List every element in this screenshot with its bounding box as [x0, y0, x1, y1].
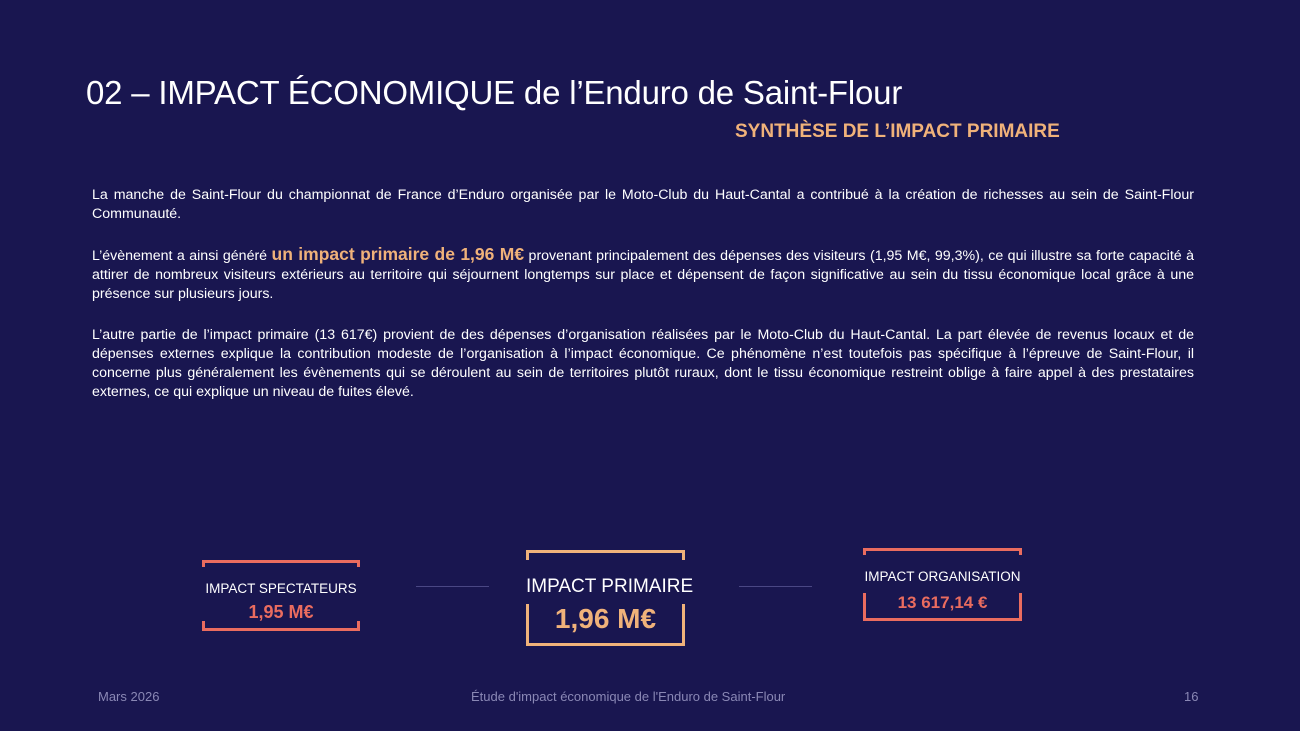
impact-spectateurs-label: IMPACT SPECTATEURS: [205, 581, 357, 596]
impact-primaire-label: IMPACT PRIMAIRE: [526, 576, 694, 597]
footer-document-title: Étude d'impact économique de l'Enduro de Saint-Flour: [471, 689, 786, 704]
connector-line-left: [416, 586, 489, 587]
bracket-top: [863, 548, 1022, 555]
paragraph-impact: [92, 245, 1194, 304]
page-title: 02 – IMPACT ÉCONOMIQUE de l’Enduro de Saint-Flour: [86, 74, 903, 111]
impact-organisation-label: IMPACT ORGANISATION: [864, 569, 1021, 584]
impact-organisation-box: [863, 548, 1022, 621]
paragraph-organisation: L’autre partie de l’impact primaire (13 617€) provient de des dépenses d’organisation réalisées par le Moto-Club du Haut-Cantal. La part élevée de revenus locaux et de dépenses externes explique la contribution modeste de l’organisation à l’impact économique. Ce phénomène n’est toutefois pas spécifique à l’épreuve de Saint-Flour, il concerne plus généralement les évènements qui se déroulent au sein de territoires plutôt ruraux, dont le tissu économique restreint oblige à faire appel à des prestataires externes, ce qui explique un niveau de fuites élevé.: [92, 327, 1194, 400]
bracket-top: [526, 550, 685, 560]
footer-date: Mars 2026: [98, 689, 160, 704]
impact-highlight: un impact primaire de 1,96 M€: [271, 244, 525, 264]
connector-line-right: [739, 586, 812, 587]
section-subtitle: SYNTHÈSE DE L’IMPACT PRIMAIRE: [735, 121, 1060, 142]
page-number: 16: [1184, 689, 1199, 704]
impact-spectateurs-value: 1,95 M€: [248, 602, 314, 622]
paragraph-intro: La manche de Saint-Flour du championnat de France d’Enduro organisée par le Moto-Club du Haut-Cantal a contribué à la création de richesses au sein de Saint-Flour Communauté.: [92, 187, 1194, 222]
impact-organisation-value: 13 617,14 €: [897, 593, 988, 612]
impact-spectateurs-box: [202, 560, 360, 631]
bracket-bottom: [863, 593, 1022, 621]
impact-primaire-box: [526, 550, 694, 646]
bracket-bottom: [526, 604, 685, 646]
bracket-top: [202, 560, 360, 567]
impact-primaire-value: 1,96 M€: [554, 603, 657, 634]
paragraph-impact-end: provenant principalement des dépenses des visiteurs (1,95 M€, 99,3%), ce qui illustre sa forte capacité à attirer de nombreux visiteurs extérieurs au territoire qui séjournent longtemps sur place et dépensent de façon significative au sein du tissu économique local grâce à une présence sur plusieurs jours.: [92, 248, 1195, 302]
bracket-bottom: [202, 621, 360, 631]
paragraph-impact-start: L’évènement a ainsi généré: [92, 248, 272, 264]
body-text: [92, 186, 1194, 402]
